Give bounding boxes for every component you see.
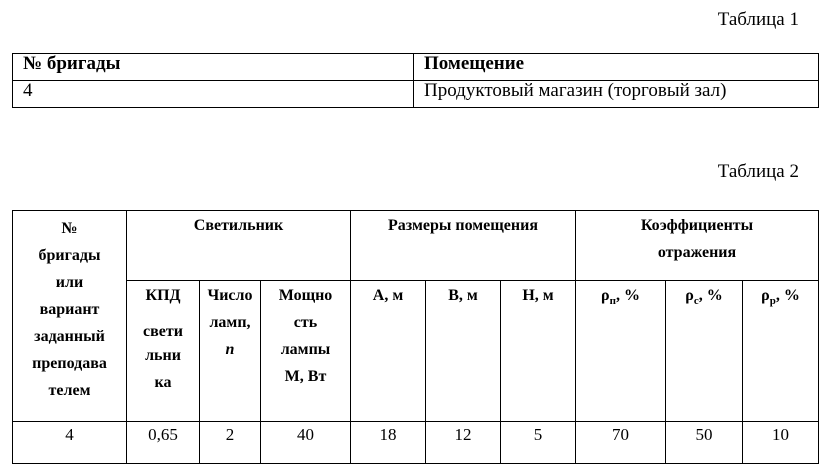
rho-floor-subscript: р	[769, 295, 776, 307]
lamp-power-header-line: лампы	[280, 341, 331, 358]
table1-data-row	[13, 81, 819, 108]
rho-symbol: ρ	[761, 287, 770, 304]
lamp-count-value-cell: 2	[200, 422, 261, 464]
lamp-power-header-line: М, Вт	[284, 368, 327, 385]
brigade-number-header: № бригады	[13, 54, 414, 81]
brigade-header-line: №	[61, 220, 78, 237]
dimension-b-header: В, м	[426, 281, 501, 422]
brigade-value-cell: 4	[13, 422, 127, 464]
table2-data-row	[13, 422, 819, 464]
brigade-room-table	[12, 53, 819, 108]
dimension-a-header: А, м	[351, 281, 426, 422]
dimension-h-header: Н, м	[501, 281, 576, 422]
lighting-parameters-table	[12, 210, 819, 464]
brigade-number-cell: 4	[13, 81, 414, 108]
table2-caption: Таблица 2	[717, 161, 799, 182]
lamp-count-header-line: n	[225, 341, 235, 358]
lamp-power-header	[261, 281, 351, 422]
lamp-count-header-line: Число	[207, 287, 253, 304]
lamp-power-header-line: сть	[293, 314, 318, 331]
lamp-power-value-cell: 40	[261, 422, 351, 464]
rho-ceiling-subscript: п	[609, 295, 616, 307]
rho-ceiling-header	[576, 281, 666, 422]
reflection-group-header	[576, 211, 819, 281]
kpd-header-line: КПД	[145, 287, 181, 304]
dimension-h-value-cell: 5	[501, 422, 576, 464]
brigade-header-line: или	[55, 274, 84, 291]
rho-floor-value-cell: 10	[743, 422, 819, 464]
kpd-value-cell: 0,65	[127, 422, 200, 464]
percent-unit: , %	[615, 287, 640, 304]
lamp-count-header	[200, 281, 261, 422]
room-size-group-header: Размеры помещения	[351, 211, 576, 281]
brigade-variant-header	[13, 211, 127, 422]
dimension-b-value-cell: 12	[426, 422, 501, 464]
rho-ceiling-value-cell: 70	[576, 422, 666, 464]
percent-unit: , %	[698, 287, 723, 304]
room-header: Помещение	[414, 54, 819, 81]
rho-wall-subscript: с	[693, 295, 699, 307]
brigade-header-line: вариант	[39, 301, 100, 318]
table2-column-header-row	[13, 281, 819, 422]
table1-header-row	[13, 54, 819, 81]
brigade-header-line: заданный	[34, 328, 105, 345]
table1-caption: Таблица 1	[717, 9, 799, 30]
dimension-a-value-cell: 18	[351, 422, 426, 464]
brigade-header-line: бригады	[38, 247, 101, 264]
kpd-header-line: ка	[154, 374, 172, 391]
kpd-header-line: свети	[143, 323, 183, 340]
rho-wall-header	[666, 281, 743, 422]
rho-symbol: ρ	[685, 287, 694, 304]
rho-floor-header	[743, 281, 819, 422]
rho-wall-value-cell: 50	[666, 422, 743, 464]
lamp-count-header-line: ламп,	[209, 314, 251, 331]
kpd-header-line: льни	[145, 347, 181, 364]
lamp-power-header-line: Мощно	[278, 287, 333, 304]
table2-group-header-row	[13, 211, 819, 281]
kpd-header	[127, 281, 200, 422]
rho-symbol: ρ	[601, 287, 610, 304]
room-cell: Продуктовый магазин (торговый зал)	[414, 81, 819, 108]
reflection-header-line: отражения	[657, 244, 737, 261]
brigade-header-line: телем	[48, 382, 91, 399]
reflection-header-line: Коэффициенты	[640, 217, 754, 234]
luminaire-group-header: Светильник	[127, 211, 351, 281]
brigade-header-line: преподава	[32, 355, 107, 372]
percent-unit: , %	[775, 287, 800, 304]
